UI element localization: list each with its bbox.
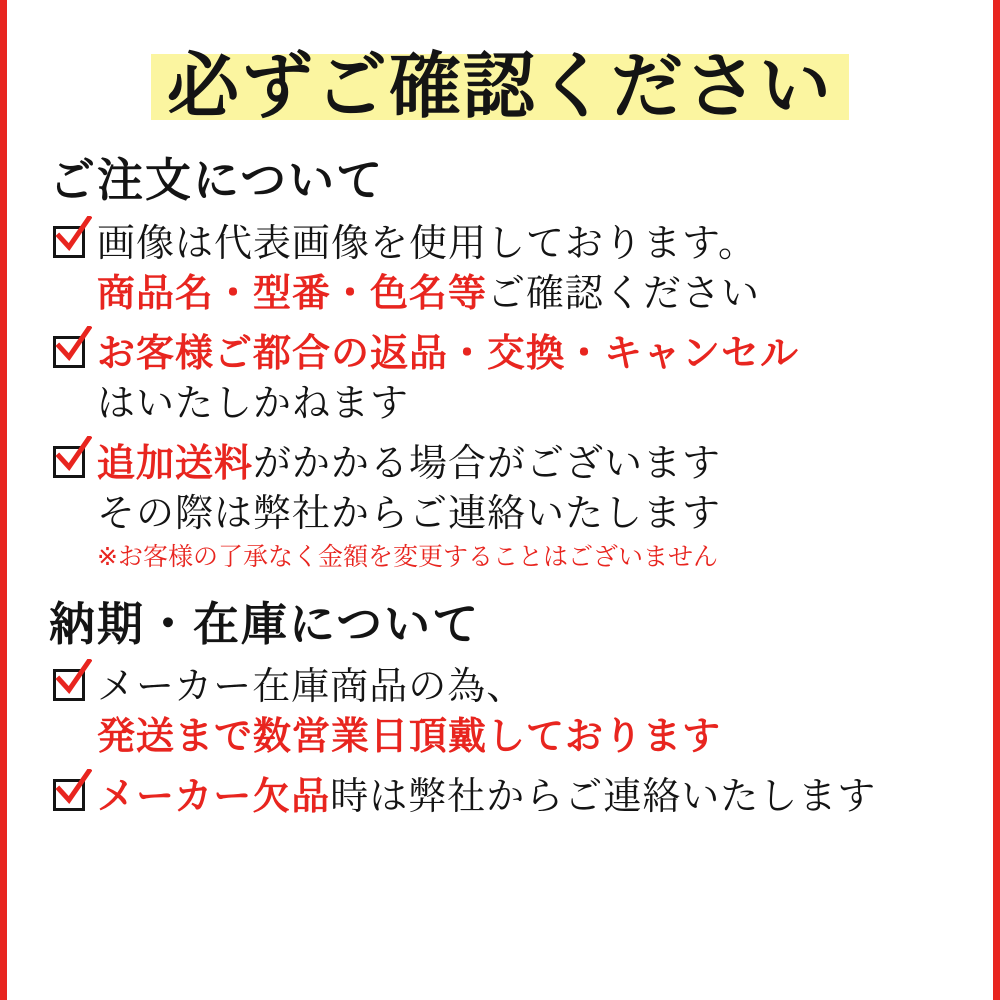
body-text: 画像は代表画像を使用しております。 — [97, 220, 757, 265]
sections-container — [41, 152, 959, 821]
notice-line — [97, 661, 959, 711]
notice-item — [51, 218, 959, 318]
check-mark-icon — [54, 436, 92, 476]
notice-line — [97, 771, 959, 821]
notice-content — [7, 0, 993, 1000]
check-mark-icon — [54, 769, 92, 809]
notice-item — [51, 661, 959, 761]
notice-item — [51, 328, 959, 428]
check-mark-icon — [54, 659, 92, 699]
body-text: 時は弊社からご連絡いたします — [330, 774, 877, 818]
notice-footnote: ※お客様の了承なく金額を変更することはございません — [97, 541, 718, 571]
highlighted-text: 発送まで数営業日頂戴しております — [97, 714, 722, 758]
page-title — [41, 34, 959, 142]
checkbox-checked-icon — [51, 442, 91, 482]
notice-line — [97, 378, 959, 428]
notice-item-lines — [97, 328, 959, 428]
notice-item-lines — [97, 218, 959, 318]
check-mark-icon — [54, 216, 92, 256]
body-text: がかかる場合がございます — [253, 440, 722, 485]
checkbox-checked-icon — [51, 775, 91, 815]
highlighted-text: メーカー欠品 — [97, 774, 331, 818]
notice-line — [97, 268, 959, 318]
section-heading: 納期・在庫について — [49, 596, 481, 651]
body-text: その際は弊社からご連絡いたします — [97, 490, 722, 535]
highlighted-text: 追加送料 — [97, 440, 254, 485]
notice-item-lines — [97, 771, 959, 821]
notice-item — [51, 771, 959, 821]
notice-line — [97, 488, 959, 538]
checkbox-checked-icon — [51, 222, 91, 262]
highlighted-text: 商品名・型番・色名等 — [97, 270, 488, 315]
notice-item-lines — [97, 661, 959, 761]
body-text: メーカー在庫商品の為、 — [97, 664, 526, 708]
highlighted-text: お客様ご都合の返品・交換・キャンセル — [97, 330, 800, 375]
body-text: ご確認ください — [487, 270, 761, 315]
notice-item-lines — [97, 438, 959, 574]
notice-line — [97, 711, 959, 761]
notice-line — [97, 218, 959, 268]
checkbox-checked-icon — [51, 332, 91, 372]
checkbox-checked-icon — [51, 665, 91, 705]
notice-item — [51, 438, 959, 574]
check-mark-icon — [54, 326, 92, 366]
body-text: はいたしかねます — [97, 380, 410, 425]
page-title-text: 必ずご確認ください — [166, 44, 833, 128]
section-heading: ご注文について — [49, 153, 385, 207]
notice-line — [97, 438, 959, 488]
notice-line — [97, 328, 959, 378]
